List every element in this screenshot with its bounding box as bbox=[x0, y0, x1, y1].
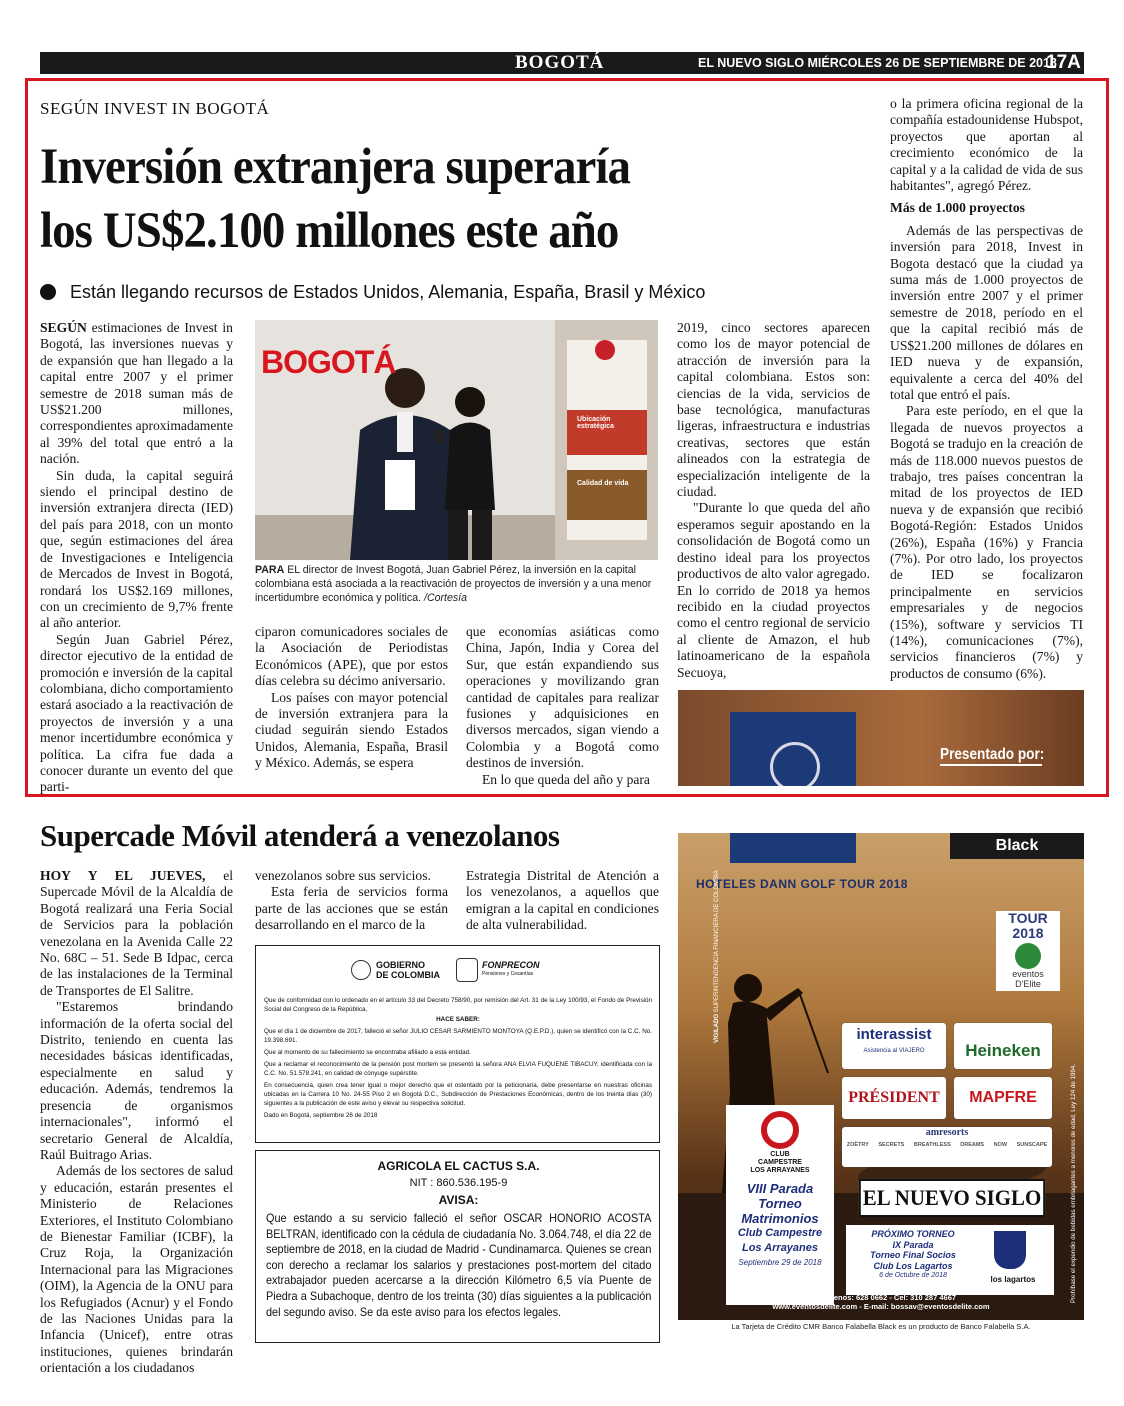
paragraph: Estrategia Distrital de Atención a los venezolanos, a aquellos que emigran a la capital en condiciones de alta vulnerabilidad. bbox=[466, 868, 659, 933]
notice-company: AGRICOLA EL CACTUS S.A. bbox=[377, 1159, 540, 1173]
sponsor-row: ZOËTRY SECRETS BREATHLESS DREAMS NOW SUNSCAPE bbox=[846, 1142, 1048, 1148]
headline-line-1: Inversión extranjera superaría bbox=[40, 139, 631, 195]
ad-golf-tour[interactable] bbox=[678, 833, 1084, 1320]
ad-tour-name: HOTELES DANN GOLF TOUR 2018 bbox=[696, 877, 908, 891]
subheading: Más de 1.000 proyectos bbox=[890, 200, 1025, 216]
fonprecon-logo: FONPRECON bbox=[482, 960, 540, 970]
paragraph: ciparon comunicadores sociales de la Asociación de Periodistas Económicos (APE), que por estos días celebra su décimo aniversario. bbox=[255, 624, 448, 689]
paragraph: 2019, cinco sectores aparecen como los de mayor potencial de atracción de inversión para la capital colombiana. Estos son: ciencias de la vida, servicios de base tecnológica, manufacturas ligeras, infraestructura e industrias creativas, sectores que están alineados con la estrategia de especialización inteligente de la ciudad. bbox=[677, 320, 870, 500]
lead-word: HOY Y EL JUEVES, bbox=[40, 868, 206, 883]
ad-legal-warning: Prohíbase el expendio de bebidas embriagantes a menores de edad, Ley 124 de 1994. bbox=[1070, 1063, 1077, 1303]
tour-logo: TOUR 2018 eventos D'Elite bbox=[996, 911, 1060, 991]
coat-of-arms-icon bbox=[351, 960, 371, 980]
article-kicker: SEGÚN INVEST IN BOGOTÁ bbox=[40, 99, 270, 118]
legal-notice-fonprecon bbox=[255, 945, 660, 1143]
sponsor-amresorts: amresorts ZOËTRY SECRETS BREATHLESS DREAMS NOW SUNSCAPE bbox=[842, 1127, 1052, 1167]
paragraph: Además de las perspectivas de inversión para 2018, Invest in Bogota destacó que la ciudad ya suma más de 1.000 proyectos de inversión entre 2007 y el primer semestre de 2018, período en el que la capital recibió más de US$21.200 millones de dólares en IED nueva y de expansión, equivalente a cerca del 40% del total que entró el país. bbox=[890, 222, 1083, 402]
paragraph: Los países con mayor potencial de inversión extranjera para la ciudad seguirán siendo Estados Unidos, Alemania, España, Brasil y México. Además, se espera bbox=[255, 689, 448, 771]
paragraph: venezolanos sobre sus servicios. bbox=[255, 868, 431, 883]
ad-contact: Contáctenos: 628 0662 - Cel: 310 287 4667 www.eventosdelite.com - E-mail: bossav@eventosdelite.com bbox=[772, 1293, 990, 1311]
paragraph: HOY Y EL JUEVES, el Supercade Móvil de la Alcaldía de Bogotá realizará una Feria Social de Servicios para la población venezolana en la Avenida Calle 22 No. 68C – 51. Sede B Idpac, cerca de las instalaciones de la Terminal de Transportes de El Salitre. bbox=[40, 868, 233, 998]
headline-line-2: los US$2.100 millones este año bbox=[40, 203, 619, 259]
article1-column-3 bbox=[466, 624, 659, 788]
paragraph: SEGÚN estimaciones de Invest in Bogotá, las inversiones nuevas y de expansión que han llegado a la capital entre 2007 y el primer semestre de 2018 suman más de US$21.200 millones, correspondientes aproximadamente al 39% del total que entró a la nación. bbox=[40, 320, 233, 467]
article1-column-1 bbox=[40, 320, 233, 796]
article2-column-3 bbox=[466, 868, 659, 934]
club-logo-icon bbox=[761, 1111, 799, 1149]
paragraph: o la primera oficina regional de la compañía estadounidense Hubspot, proyectos que aportan al crecimiento económico de la capital y a la calidad de vida de sus habitantes", agregó Pérez. bbox=[890, 96, 1083, 194]
ad-disclaimer: La Tarjeta de Crédito CMR Banco Falabella Black es un producto de Banco Falabella S.A. bbox=[731, 1322, 1031, 1331]
ad-banner-top[interactable] bbox=[678, 690, 1084, 786]
subhead-text: Están llegando recursos de Estados Unidos, Alemania, España, Brasil y México bbox=[70, 282, 706, 302]
fonprecon-subtitle: Pensiones y Cesantías bbox=[482, 971, 534, 977]
ad-black-label: Black bbox=[950, 833, 1084, 859]
gov-logo: GOBIERNO DE COLOMBIA bbox=[376, 960, 440, 980]
newspaper-logo: EL NUEVO SIGLO bbox=[859, 1179, 1045, 1217]
sponsor-president: PRÉSIDENT bbox=[842, 1077, 946, 1119]
notice-body: Que de conformidad con lo ordenado en el artículo 33 del Decreto 758/90, por remisión del Art. 31 de la Ley 100/93, el Fondo de Previsión Social del Congreso de la República, HACE SABER: Que el día 1 de diciembre de 2017, falleció el señor JULIO CESAR SARMIENTO MONTOYA (Q.E.P.D.), quien se identificó con la C.C. No. 19.398.691. Que al momento de su fallecimiento se encontraba afiliado a esta entidad. Que a reclamar el reconocimiento de la pensión post mortem se presentó la señora ANA ELVIA FUQUENE TIBACUY, identificada con la C.C. No. 51.578.241, en calidad de cónyuge supérstite. En consecuencia, quien crea tener igual o mejor derecho que el ostentado por la peticionaria, debe presentarse en nuestras oficinas ubicadas en la Carrera 10 No. 24-55 Piso 2 en Bogotá D.C., Subdirección de Prestaciones Económicas, dentro de los treinta días (30) siguientes a la publicación de este aviso y elevar su respectiva solicitud. Dado en Bogotá, septiembre 26 de 2018 bbox=[264, 997, 652, 1119]
page-number: 17A bbox=[1046, 52, 1081, 73]
crown-icon bbox=[770, 742, 820, 786]
article2-headline: Supercade Móvil atenderá a venezolanos bbox=[40, 818, 560, 853]
club-card: CLUB CAMPESTRE LOS ARRAYANES VIII Parada Torneo Matrimonios Club Campestre Los Arrayanes Septiembre 29 de 2018 bbox=[726, 1105, 834, 1305]
globe-icon bbox=[1015, 943, 1041, 969]
paragraph: "Estaremos brindando información de la oferta social del Distrito, teniendo en cuenta las necesidades básicas identificadas, especialmente en salud y educación. Además, tendremos la presencia de organismos internacionales", informó el secretario General de Alcaldía, Raúl Buitrago Arias. bbox=[40, 999, 233, 1162]
masthead-date: EL NUEVO SIGLO MIÉRCOLES 26 DE SEPTIEMBRE DE 2018 bbox=[698, 56, 1057, 70]
photo-caption: PARA EL director de Invest Bogotá, Juan Gabriel Pérez, la inversión en la capital colombiana está asociada a la reactivación de proyectos de inversión y a una menor incertidumbre económica y política. /Cortesía bbox=[255, 564, 652, 604]
article1-column-2 bbox=[255, 624, 448, 772]
article1-column-5 bbox=[890, 96, 1083, 682]
caption-lead: PARA bbox=[255, 564, 285, 576]
paragraph: Sin duda, la capital seguirá siendo el principal destino de inversión extranjera directa (IED) del país para 2018, con un monto que, según estimaciones del área de Investigaciones e Inteligencia de Mercados de Invest in Bogotá, rondará los US$2.169 millones, con un crecimiento de 9,7% frente al año anterior. bbox=[40, 467, 233, 631]
notice-body: Que estando a su servicio falleció el señor OSCAR HONORIO ACOSTA BELTRAN, identificado con la cédula de ciudadanía No. 3.064.748, el día 22 de septiembre de 2018, en la ciudad de Madrid - Cundinamarca. Quienes se crean con derecho a reclamar los salarios y prestaciones post-mortem del citado extrabajador pueden acercarse a la dirección Kilómetro 6,5 vía Puente de Piedra a Subachoque, dentro de los treinta (30) días siguientes a la publicación del segundo aviso. Se da este aviso para los efectos legales. bbox=[266, 1212, 652, 1319]
section-label: BOGOTÁ bbox=[515, 52, 605, 73]
sponsor-heineken: Heineken bbox=[954, 1023, 1052, 1069]
paragraph: En lo que queda del año y para bbox=[482, 771, 650, 787]
paragraph: que economías asiáticas como China, Japón, India y Corea del Sur, que están expandiendo sus operaciones y movilizando gran cantidad de capitales para realizar fusiones y adquisiciones en diversos mercados, sigan viendo a Colombia y a Bogotá como destinos de inversión. bbox=[466, 624, 659, 771]
ad-presented-by: Presentado por: bbox=[940, 746, 1042, 766]
paragraph: Según Juan Gabriel Pérez, director ejecutivo de la entidad de promoción e inversión de la capital colombiana, dicho comportamiento estará asociado a la reactivación de proyectos de inversión y a una menor incertidumbre económica y política. La cifra fue dada a conocer durante un evento del que parti- bbox=[40, 631, 233, 795]
notice-title: AVISA: bbox=[438, 1193, 479, 1207]
photo-panel-text-1: Ubicación estratégica bbox=[577, 416, 614, 430]
paragraph: Para este período, en el que la llegada de nuevos proyectos a Bogotá se tradujo en la creación de más de 118.000 nuevos puestos de trabajo, tres países concentran la mitad de los proyectos de IED nueva y de expansión que recibió Bogotá-Región: Estados Unidos (26%), España (16%) y Francia (7%). Por otro lado, los proyectos de IED se focalizaron principalmente en servicios empresariales y de negocios (15%), software y servicios TI (14%), comunicaciones (7%), servicios financieros (7%) y productos de consumo (6%). bbox=[890, 403, 1083, 681]
article2-column-1 bbox=[40, 868, 233, 1377]
paragraph: Esta feria de servicios forma parte de las acciones que se están desarrollando en el marco de la bbox=[255, 884, 448, 933]
lead-word: SEGÚN bbox=[40, 320, 87, 335]
photo-credit: /Cortesía bbox=[424, 592, 467, 604]
legal-notice-cactus bbox=[255, 1150, 660, 1343]
photo-panel-text-2: Calidad de vida bbox=[577, 480, 629, 487]
photo-sign-text: BOGOTÁ bbox=[261, 344, 396, 380]
sponsor-interassist: interassist Asistencia al VIAJERO bbox=[842, 1023, 946, 1069]
ad-vigilado: VIGILADO SUPERINTENDENCIA FINANCIERA DE COLOMBIA bbox=[714, 870, 720, 1043]
next-tournament: PRÓXIMO TORNEO IX Parada Torneo Final Socios Club Los Lagartos 6 de Octubre de 2018 los lagartos bbox=[846, 1225, 1054, 1295]
article-subhead bbox=[40, 282, 705, 303]
bullet-icon bbox=[40, 284, 56, 300]
article1-column-4 bbox=[677, 320, 870, 681]
paragraph: Además de los sectores de salud y educación, estarán presentes el Ministerio de Relaciones Exteriores, el Instituto Colombiano de Bienestar Familiar (ICBF), la Cruz Roja, la Organización Internacional para las Migraciones (OIM), la Agencia de la ONU para los Refugiados (Acnur) y el Fondo de las Naciones Unidas para la Infancia (Unicef), entre otras instituciones, quienes brindarán orientación a los ciudadanos bbox=[40, 1163, 233, 1376]
paragraph: "Durante lo que queda del año esperamos seguir apostando en la consolidación de Bogotá como un destino ideal para los proyectos productivos de alto valor agregado. En lo corrido de 2018 ya hemos recibido en la ciudad proyectos como el centro regional de servicio al cliente de Amazon, el hub latinoamericano de la española Secuoya, bbox=[677, 500, 870, 680]
shield-icon bbox=[456, 958, 478, 982]
ad-blue-panel-bottom bbox=[730, 833, 856, 863]
article-headline bbox=[40, 135, 776, 263]
article2-column-2 bbox=[255, 868, 448, 934]
notice-nit: NIT : 860.536.195-9 bbox=[409, 1177, 508, 1189]
article-photo bbox=[255, 320, 658, 560]
sponsor-mapfre: MAPFRE bbox=[954, 1077, 1052, 1119]
lagartos-shield-icon bbox=[994, 1231, 1026, 1269]
